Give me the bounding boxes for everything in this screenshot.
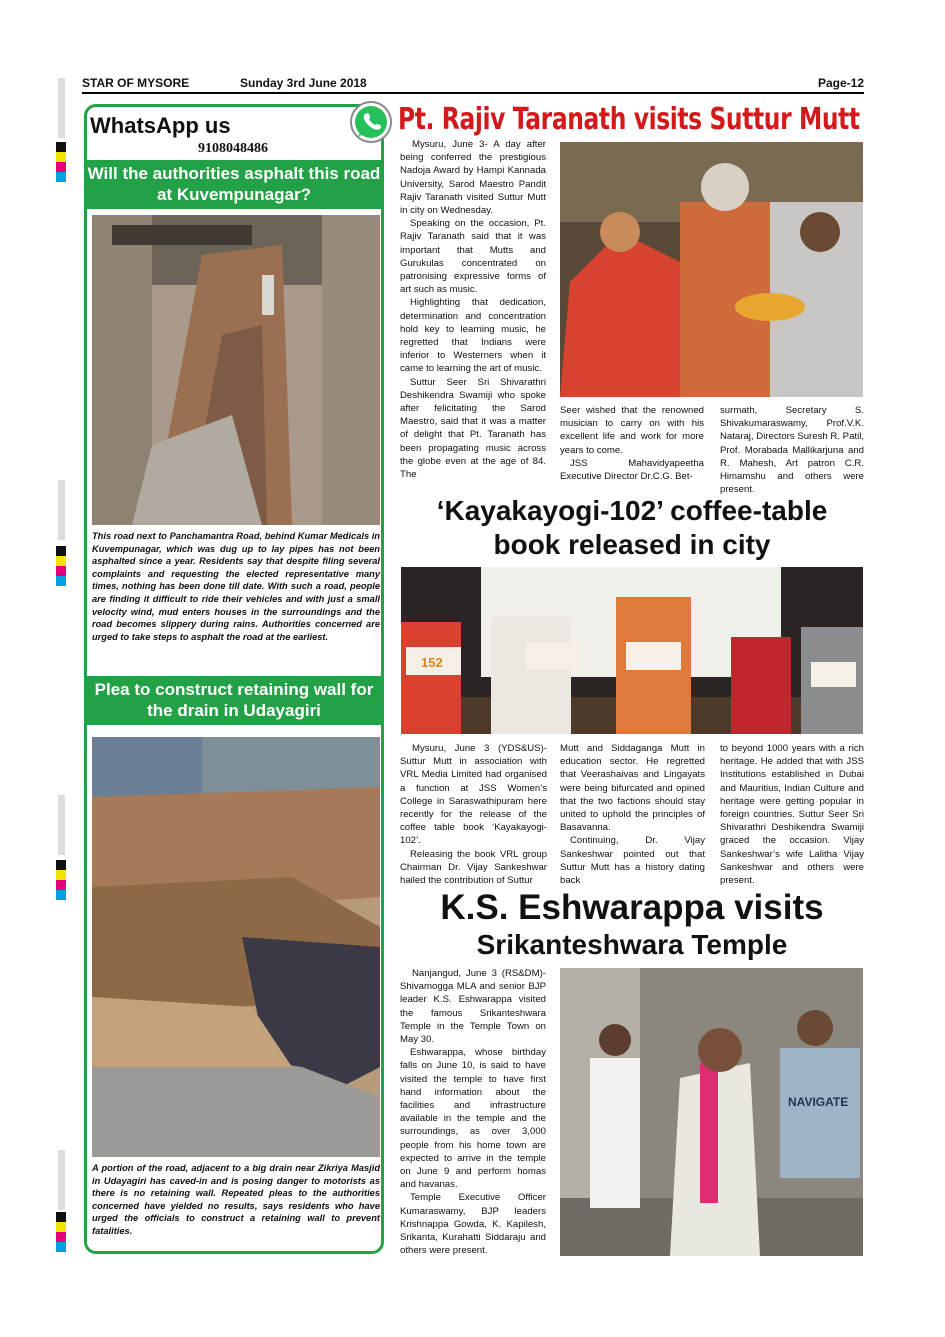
masthead	[82, 76, 864, 92]
registration-marks	[56, 546, 66, 586]
tshirt-print-text: NAVIGATE	[788, 1095, 849, 1109]
masthead-rule	[82, 92, 864, 94]
paragraph: Nanjangud, June 3 (RS&DM)- Shivamogga MLA and senior BJP leader K.S. Eshwarappa visited the famous Srikanteshwara Temple in the Temple Town on May 30.	[400, 968, 546, 1046]
story1-column-3	[720, 404, 864, 496]
whatsapp-title: WhatsApp us	[90, 113, 231, 138]
issue-date: Sunday 3rd June 2018	[240, 76, 367, 90]
sidebar-caption-2: A portion of the road, adjacent to a big drain near Zikriya Masjid in Udayagiri has caved-in and is posing danger to motorists as there is no retaining wall. Repeated pleas to the authorities concerned have yielded no results, says residents who have urged the officials to construct a retaining wall to prevent fatalities.	[92, 1163, 380, 1236]
story1-column-2	[560, 404, 704, 483]
story2-column-2	[560, 742, 705, 887]
registration-bar	[58, 1150, 65, 1210]
eshwarappa-temple-photo	[560, 968, 863, 1256]
page-number: Page-12	[817, 76, 864, 90]
book-release-photo	[401, 567, 863, 734]
paragraph: surmath, Secretary S. Shivakumaraswamy, Prof.V.K. Nataraj, Directors Suresh R. Patil, Prof. Morabada Mallikarjuna and R. Mahesh, Art patron C.R. Himamshu and others were present.	[720, 405, 864, 496]
registration-marks	[56, 142, 66, 182]
story2-headline: ‘Kayakayogi-102’ coffee-table book released in city	[436, 495, 828, 560]
paragraph: Mysuru, June 3- A day after being conferred the prestigious Nadoja Award by Hampi Kannada University, Sarod Maestro Pandit Rajiv Taranath visited Suttur Mutt in city on Wednesday.	[400, 139, 546, 217]
sidebar-headline-2: Plea to construct retaining wall for the drain in Udayagiri	[87, 676, 381, 725]
paragraph: Releasing the book VRL group Chairman Dr. Vijay Sankeshwar hailed the contribution of Suttur	[400, 848, 547, 887]
paragraph: JSS Mahavidyapeetha Executive Director Dr.C.G. Bet-	[560, 457, 704, 483]
paragraph: Suttur Seer Sri Shivarathri Deshikendra Swamiji who spoke after felicitating the Sarod Maestro, said that it was a matter of delight that Pt. Taranath has been propagating music across the globe even at the age of 84. The	[400, 376, 546, 481]
drain-photo	[92, 737, 380, 1157]
registration-bar	[58, 795, 65, 855]
story2-column-3	[720, 742, 864, 887]
story3-column-1	[400, 967, 546, 1257]
paragraph: Continuing, Dr. Vijay Sankeshwar pointed out that Suttur Mutt has a history dating back	[560, 835, 705, 887]
story3-headline-line2: Srikanteshwara Temple	[476, 929, 788, 960]
story2-column-1	[400, 742, 547, 887]
whatsapp-icon	[349, 100, 393, 144]
paragraph: Seer wished that the renowned musician to carry on with his excellent life and work for more years to come.	[560, 405, 704, 456]
paragraph: Mysuru, June 3 (YDS&US)-Suttur Mutt in association with VRL Media Limited had organised a function at JSS Women’s College in Saraswathipuram here recently for the release of the coffee table book ‘Kayakayogi-102’.	[400, 743, 547, 847]
paragraph: Eshwarappa, whose birthday falls on June 10, is said to have visited the temple to have first hand information about the facilities and infrastructure available in the temple and the surroundings, as over 3,000 people from his home town are expected to arrive in the temple on June 9 and perform homas and havanas.	[400, 1047, 546, 1191]
paragraph: Mutt and Siddaganga Mutt in education sector. He regretted that Veerashaivas and Lingayats were being bifurcated and opined that the two factions should stay united to uphold the principles of Basavanna.	[560, 743, 705, 834]
paragraph: to beyond 1000 years with a rich heritage. He added that with JSS Institutions established in Dubai and Mauritius, Indian Culture and heritage were getting popular in foreign countries. Suttur Seer Sri Shivarathri Deshikendra Swamiji graced the occasion. Vijay Sankeshwar’s wife Lalitha Vijay Sankeshwar and others were present.	[720, 743, 864, 887]
sidebar-headline-1: Will the authorities asphalt this road at Kuvempunagar?	[87, 160, 381, 209]
paragraph: Highlighting that dedication, determination and concentration hold key to learning music, he regretted that Indians were inferior to Westerners when it came to learning the art of music.	[400, 297, 546, 375]
taranath-suttur-photo	[560, 142, 863, 397]
story1-headline: Pt. Rajiv Taranath visits Suttur Mutt	[398, 102, 860, 137]
paragraph: Temple Executive Officer Kumaraswamy, BJP leaders Krishnappa Gowda, K. Kapilesh, Srikanta, Kurahatti Siddaraju and others were present.	[400, 1192, 546, 1257]
registration-bar	[58, 480, 65, 540]
broken-road-photo	[92, 215, 380, 525]
registration-marks	[56, 1212, 66, 1252]
newspaper-name: STAR OF MYSORE	[82, 76, 190, 90]
whatsapp-number: 9108048486	[198, 141, 268, 156]
registration-bar	[58, 78, 65, 138]
story3-headline-line1: K.S. Eshwarappa visits	[440, 888, 824, 927]
sidebar-caption-1: This road next to Panchamantra Road, behind Kumar Medicals in Kuvempunagar, which was dug up to lay pipes has not been asphalted since a year. Residents say that despite filing several complaints and requesting the elected representative many times, nothing has been done till date. With such a road, people are finding it difficult to ride their vehicles and with just a small velocity wind, mud enters houses in the surroundings and the road becomes slippery during rains. Authorities concerned are urged to take steps to asphalt the road at the earliest.	[92, 531, 380, 642]
paragraph: Speaking on the occasion, Pt. Rajiv Taranath said that it was important that Mutts and Gurukulas concentrated on patronising expressive forms of art such as music.	[400, 218, 546, 296]
story1-column-1	[400, 138, 546, 481]
book-cover-number: 152	[421, 655, 443, 670]
registration-marks	[56, 860, 66, 900]
